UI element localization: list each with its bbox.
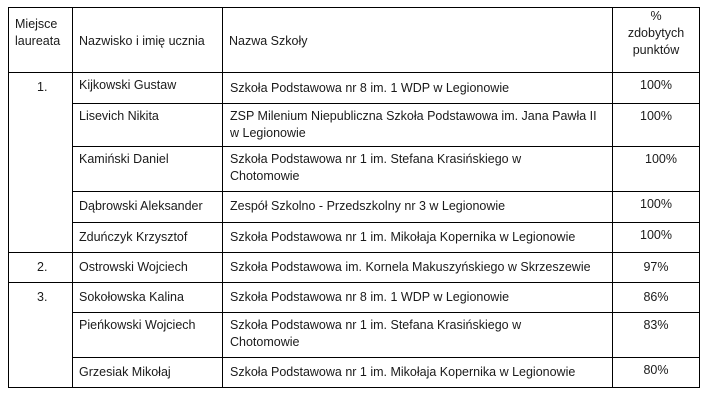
header-percent-line1: % [650,9,662,23]
school-name: Szkoła Podstawowa nr 1 im. Stefana Krasińskiego w Chotomowie [223,313,613,358]
school-name: Szkoła Podstawowa nr 8 im. 1 WDP w Legionowie [223,73,613,104]
percent-cell: 100% [613,73,700,104]
student-name: Pieńkowski Wojciech [73,313,223,358]
student-name: Sokołowska Kalina [73,283,223,313]
percent-cell: 86% [613,283,700,313]
percent-cell: 100% [613,192,700,223]
table-row [9,104,700,147]
table-row [9,283,700,313]
header-school: Nazwa Szkoły [223,8,613,73]
percent-cell: 83% [613,313,700,358]
table-row [9,313,700,358]
student-name: Dąbrowski Aleksander [73,192,223,223]
table-row [9,192,700,223]
percent-cell: 100% [613,223,700,253]
percent-cell: 100% [613,104,700,147]
place-cell: 1. [9,73,73,253]
laureates-table [8,7,700,388]
school-name: Szkoła Podstawowa nr 1 im. Mikołaja Kopernika w Legionowie [223,223,613,253]
student-name: Zduńczyk Krzysztof [73,223,223,253]
place-cell: 3. [9,283,73,388]
percent-cell: 80% [613,358,700,388]
header-percent-line3: punktów [632,43,680,57]
student-name: Lisevich Nikita [73,104,223,147]
school-name: Szkoła Podstawowa nr 1 im. Stefana Krasińskiego w Chotomowie [223,147,613,192]
school-name: ZSP Milenium Niepubliczna Szkoła Podstawowa im. Jana Pawła II w Legionowie [223,104,613,147]
percent-cell: 100% [613,147,700,192]
student-name: Kamiński Daniel [73,147,223,192]
school-name: Szkoła Podstawowa im. Kornela Makuszyńskiego w Skrzeszewie [223,253,613,283]
header-percent [613,8,700,73]
student-name: Grzesiak Mikołaj [73,358,223,388]
table-row [9,73,700,104]
school-name: Szkoła Podstawowa nr 1 im. Mikołaja Kopernika w Legionowie [223,358,613,388]
place-cell: 2. [9,253,73,283]
table-row [9,147,700,192]
table-header-row [9,8,700,73]
student-name: Ostrowski Wojciech [73,253,223,283]
student-name: Kijkowski Gustaw [73,73,223,104]
header-percent-line2: zdobytych [627,26,685,40]
header-name: Nazwisko i imię ucznia [73,8,223,73]
header-place: Miejsce laureata [9,8,73,73]
table-row [9,253,700,283]
table-row [9,223,700,253]
school-name: Szkoła Podstawowa nr 8 im. 1 WDP w Legionowie [223,283,613,313]
percent-cell: 97% [613,253,700,283]
table-row [9,358,700,388]
school-name: Zespół Szkolno - Przedszkolny nr 3 w Legionowie [223,192,613,223]
